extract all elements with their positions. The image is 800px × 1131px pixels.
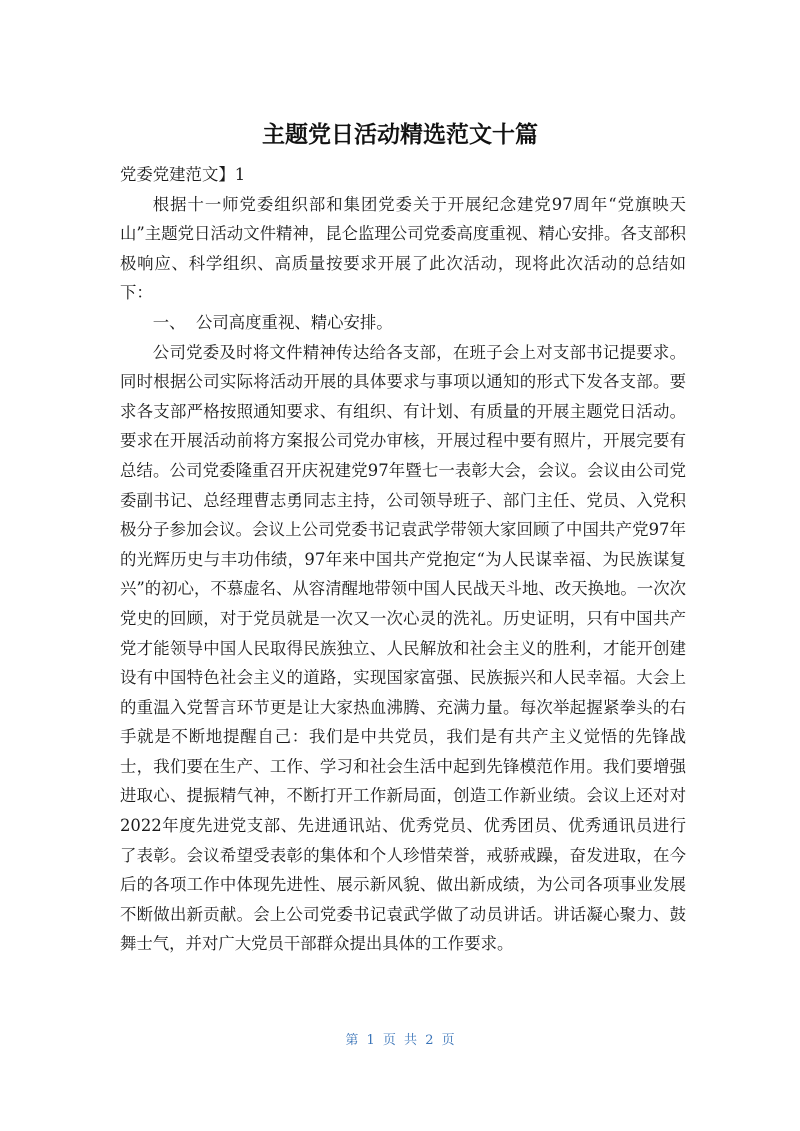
section-label: 党委党建范文】1 [120,165,246,184]
document-title: 主题党日活动精选范文十篇 [262,122,538,148]
paragraph-intro: 根据十一师党委组织部和集团党委关于开展纪念建党97周年“党旗映天山”主题党日活动文件精神，昆仑监理公司党委高度重视、精心安排。各支部积极响应、科学组织、高质量按要求开展了此次活动，现将此次活动的总结如下： [120,194,686,303]
document-body [120,160,686,959]
paragraph-body: 公司党委及时将文件精神传达给各支部，在班子会上对支部书记提要求。同时根据公司实际将活动开展的具体要求与事项以通知的形式下发各支部。要求各支部严格按照通知要求、有组织、有计划、有质量的开展主题党日活动。要求在开展活动前将方案报公司党办审核，开展过程中要有照片，开展完要有总结。公司党委隆重召开庆祝建党97年暨七一表彰大会，会议。会议由公司党委副书记、总经理曹志勇同志主持，公司领导班子、部门主任、党员、入党积极分子参加会议。会议上公司党委书记袁武学带领大家回顾了中国共产党97年的光辉历史与丰功伟绩，97年来中国共产党抱定“为人民谋幸福、为民族谋复兴”的初心，不慕虚名、从容清醒地带领中国人民战天斗地、改天换地。一次次党史的回顾，对于党员就是一次又一次心灵的洗礼。历史证明，只有中国共产党才能领导中国人民取得民族独立、人民解放和社会主义的胜利，才能开创建设有中国特色社会主义的道路，实现国家富强、民族振兴和人民幸福。大会上的重温入党誓言环节更是让大家热血沸腾、充满力量。每次举起握紧拳头的右手就是不断地提醒自己：我们是中共党员，我们是有共产主义觉悟的先锋战士，我们要在生产、工作、学习和社会生活中起到先锋模范作用。我们要增强进取心、提振精气神，不断打开工作新局面，创造工作新业绩。会议上还对对2022年度先进党支部、先进通讯站、优秀党员、优秀团员、优秀通讯员进行了表彰。会议希望受表彰的集体和个人珍惜荣誉，戒骄戒躁，奋发进取，在今后的各项工作中体现先进性、展示新风貌、做出新成绩，为公司各项事业发展不断做出新贡献。会上公司党委书记袁武学做了动员讲话。讲话凝心聚力、鼓舞士气，并对广大党员干部群众提出具体的工作要求。 [120,342,686,954]
section-heading: 一、 公司高度重视、精心安排。 [152,312,393,332]
page-number-footer: 第 1 页 共 2 页 [345,1033,455,1048]
